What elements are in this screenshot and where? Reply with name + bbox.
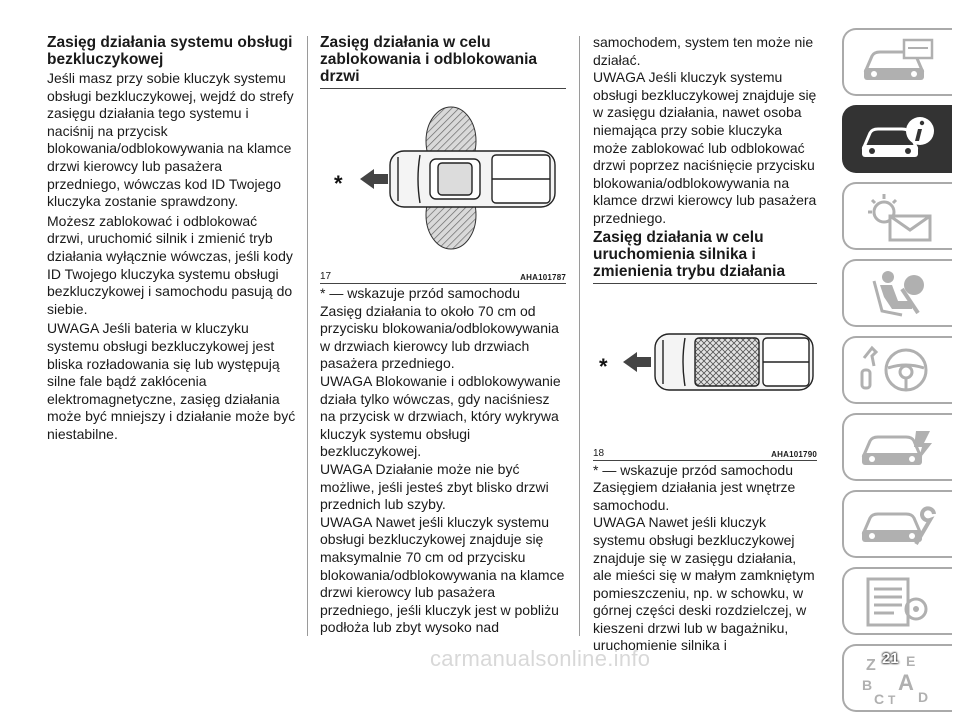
steering-wheel-icon xyxy=(858,344,938,398)
front-marker: * xyxy=(599,353,608,379)
paragraph: Jeśli masz przy sobie kluczyk systemu obsługi bezkluczykowej, wejdź do strefy zasięgu działania tego systemu i naciśnij na przycisk blokowania/odblokowywania na klamce drzwi kierowcy lub pasażera przedniego, wówczas kod ID Twojego kluczyka zostanie sprawdzony. xyxy=(47,70,294,210)
paragraph: * — wskazuje przód samochodu xyxy=(593,461,793,478)
column-divider xyxy=(579,36,580,636)
tab-technical-data[interactable] xyxy=(842,567,952,635)
paragraph: UWAGA Nawet jeśli kluczyk systemu obsługi bezkluczykowej znajduje się maksymalnie 70 cm od przycisku blokowania/odblokowywania na klamce drzwi kierowcy lub pasażera przedniego, jeśli kluczyk jest w pobliżu podłoża lub zbyt wysoko nad xyxy=(320,513,565,636)
car-dashboard-icon xyxy=(858,36,938,90)
car-emergency-icon xyxy=(858,421,938,475)
paragraph: Zasięgiem działania jest wnętrze samochodu. xyxy=(593,479,796,513)
index-letter: A xyxy=(898,670,914,695)
section-title-door-lock-range: Zasięg działania w celu zablokowania i odblokowania drzwi xyxy=(320,34,538,85)
index-letter: B xyxy=(862,677,873,693)
figure-code: AHA101790 xyxy=(771,449,817,459)
technical-data-list-icon xyxy=(858,575,938,629)
car-maintenance-icon xyxy=(858,498,938,552)
heading-rule xyxy=(593,283,817,284)
figure-rule xyxy=(320,283,566,284)
paragraph: Zasięg działania to około 70 cm od przycisku blokowania/odblokowywania w drzwiach kierowcy lub drzwiach pasażera przedniego. xyxy=(320,302,559,372)
heading-rule xyxy=(320,88,566,89)
warning-light-message-icon xyxy=(858,190,938,244)
paragraph: UWAGA Jeśli kluczyk systemu obsługi bezkluczykowej znajduje się w zasięgu działania, nawet osoba niemająca przy sobie kluczyka może zablokować lub odblokować drzwi poprzez naciśnięcie przycisku blokowania/odblokowywania na klamce drzwi kierowcy lub pasażera przedniego. xyxy=(593,69,817,226)
figure-18-illustration xyxy=(593,286,817,446)
index-letter: D xyxy=(918,689,929,705)
figure-18-caption xyxy=(593,448,817,459)
seat-airbag-icon xyxy=(858,267,938,321)
column-2 xyxy=(320,34,566,637)
section-title-keyless-range: Zasięg działania systemu obsługi bezkluczykowej xyxy=(47,34,293,68)
figure-code: AHA101787 xyxy=(520,273,566,282)
figure-17-caption xyxy=(320,271,566,282)
column-divider xyxy=(307,36,308,636)
figure-17-illustration xyxy=(320,91,566,269)
tab-safety[interactable] xyxy=(842,259,952,327)
paragraph: UWAGA Jeśli bateria w kluczyku systemu obsługi bezkluczykowej jest bliska rozładowania się lub występują silne fale bądź zakłócenia elektromagnetyczne, zasięg działania może być mniejszy i działanie może być niestabilne. xyxy=(47,320,296,442)
section-title-engine-start-range: Zasięg działania w celu uruchomienia silnika i zmienienia trybu działania xyxy=(593,228,786,280)
index-letter: E xyxy=(906,653,916,669)
column-1 xyxy=(47,34,297,443)
paragraph: UWAGA Działanie może nie być możliwe, jeśli jesteś zbyt blisko drzwi przednich lub szyby. xyxy=(320,460,549,513)
paragraph: * — wskazuje przód samochodu xyxy=(320,285,520,301)
column-3 xyxy=(593,34,817,655)
paragraph: samochodem, system ten może nie działać. xyxy=(593,34,814,68)
tab-car-dashboard[interactable] xyxy=(842,28,952,96)
paragraph: Możesz zablokować i odblokować drzwi, uruchomić silnik i zmienić tryb działania wyłącznie wówczas, jeśli kody ID Twojego kluczyka systemu obsługi bezkluczykowej i samochodu pasują do siebie. xyxy=(47,212,293,317)
figure-number: 18 xyxy=(593,447,605,459)
tab-maintenance[interactable] xyxy=(842,490,952,558)
index-letter: Z xyxy=(866,657,876,674)
watermark: carmanualsonline.info xyxy=(430,646,651,671)
front-arrow xyxy=(360,169,388,189)
front-arrow xyxy=(623,352,651,372)
figure-number: 17 xyxy=(320,271,332,282)
index-letter: C xyxy=(874,691,885,706)
car-info-icon xyxy=(858,113,938,167)
index-letter: T xyxy=(888,693,896,706)
page-number: 21 xyxy=(882,650,899,667)
paragraph: UWAGA Nawet jeśli kluczyk systemu obsługi bezkluczykowej znajduje się w zasięgu działania, ale mieści się w małym zamkniętym pomieszczeniu, np. w schowku, w górnej części deski rozdzielczej, w kieszeni drzwi lub w bagażniku, uruchomienie silnika i xyxy=(593,514,815,654)
car-top-view xyxy=(655,334,813,390)
tab-emergency[interactable] xyxy=(842,413,952,481)
chapter-tabs xyxy=(842,28,960,721)
paragraph: UWAGA Blokowanie i odblokowywanie działa tylko wówczas, gdy naciśniesz na przycisk w drzwiach, który wykrywa kluczyk systemu obsługi bezkluczykowej. xyxy=(320,372,561,460)
front-marker: * xyxy=(334,171,343,196)
figure-17 xyxy=(320,91,566,269)
figure-rule xyxy=(593,460,817,461)
tab-starting-driving[interactable] xyxy=(842,336,952,404)
tab-warning-lights[interactable] xyxy=(842,182,952,250)
car-top-view xyxy=(390,151,555,207)
tab-car-info[interactable] xyxy=(842,105,952,173)
range-zone-interior xyxy=(695,338,759,386)
figure-18 xyxy=(593,286,817,446)
